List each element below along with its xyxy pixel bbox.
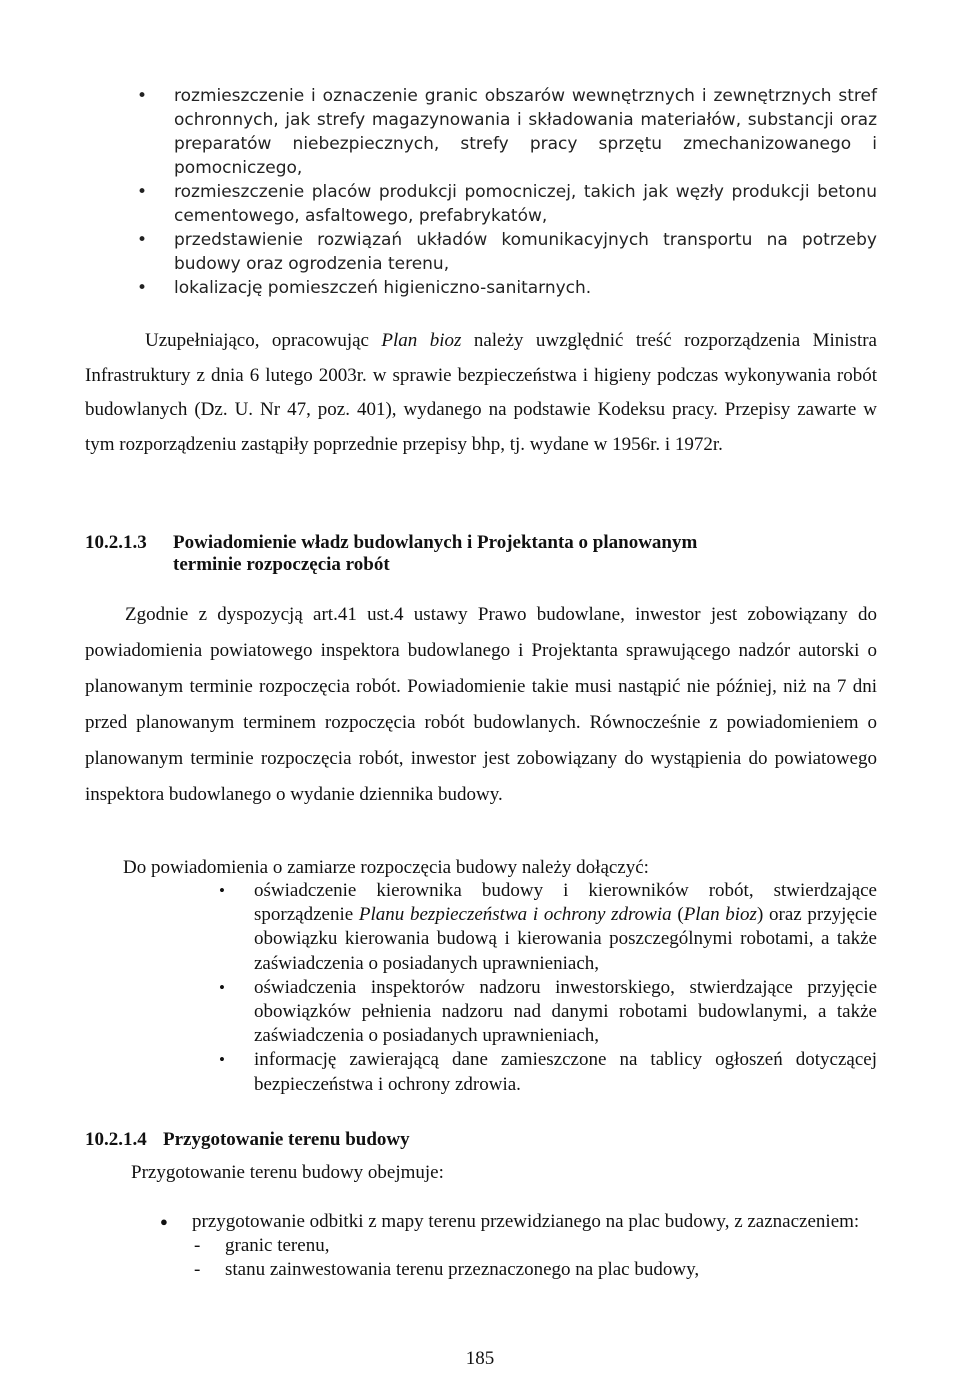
attachments-list bbox=[219, 879, 877, 1097]
page-number: 185 bbox=[465, 1348, 495, 1369]
section-title: Przygotowanie terenu budowy bbox=[163, 1129, 410, 1150]
emphasis-text: Plan bioz bbox=[683, 904, 757, 926]
list-item: • oświadczenia inspektorów nadzoru inwestorskiego, stwierdzające przyjęcie obowiązków pełnienia nadzoru nad danymi robotami budowlanymi, a także zaświadczenia o posiadanych uprawnieniach, bbox=[219, 976, 877, 1049]
list-item: • informację zawierającą dane zamieszczone na tablicy ogłoszeń dotyczącej bezpieczeństwa i ochrony zdrowia. bbox=[219, 1048, 877, 1096]
preparation-intro: Przygotowanie terenu budowy obejmuje: bbox=[131, 1162, 444, 1183]
attachments-intro: Do powiadomienia o zamiarze rozpoczęcia budowy należy dołączyć: bbox=[123, 857, 649, 878]
paragraph-text: Uzupełniająco, opracowując bbox=[145, 330, 382, 351]
sub-list-item: - granic terenu, bbox=[192, 1234, 880, 1258]
list-item: • rozmieszczenie i oznaczenie granic obszarów wewnętrznych i zewnętrznych stref ochronnych, jak strefy magazynowania i składowania materiałów, substancji oraz preparatów niebezpiecznych, strefy pracy sprzętu zmechanizowanego i pomocniczego, bbox=[137, 84, 877, 180]
list-item: • przedstawienie rozwiązań układów komunikacyjnych transportu na potrzeby budowy oraz ogrodzenia terenu, bbox=[137, 228, 877, 276]
section-title: Powiadomienie władz budowlanych i Projektanta o planowanym bbox=[173, 532, 698, 553]
list-item bbox=[160, 1210, 880, 1282]
emphasis-text: Plan bioz bbox=[381, 330, 462, 351]
emphasis-text: Planu bezpieczeństwa i ochrony zdrowia bbox=[358, 904, 672, 926]
list-item-text: przygotowanie odbitki z mapy terenu przewidzianego na plac budowy, z zaznaczeniem: bbox=[192, 1211, 860, 1232]
notification-paragraph: Zgodnie z dyspozycją art.41 ust.4 ustawy Prawo budowlane, inwestor jest zobowiązany do powiadomienia powiatowego inspektora budowlanego i Projektanta sprawującego nadzór autorski o planowanym terminie rozpoczęcia robót. Powiadomienie takie musi nastąpić nie później, niż na 7 dni przed planowanym terminem rozpoczęcia robót budowlanych. Równocześnie z powiadomieniem o planowanym terminie rozpoczęcia robót, inwestor jest zobowiązany do wystąpienia do powiatowego inspektora budowlanego o wydanie dziennika budowy. bbox=[85, 604, 877, 805]
list-item-text: ) oraz przyjęcie obowiązku kierowania budową i kierowania poszczególnymi robotami, a także zaświadczenia o posiadanych uprawnieniach, bbox=[254, 904, 878, 974]
section-heading bbox=[85, 532, 885, 576]
section-heading bbox=[85, 1129, 885, 1151]
list-item-text: ( bbox=[671, 904, 684, 926]
list-item-text: oświadczenie kierownika budowy i kierowników robót, stwierdzające sporządzenie bbox=[254, 880, 877, 926]
section-number: 10.2.1.3 bbox=[85, 532, 147, 553]
sub-list-item: - stanu zainwestowania terenu przeznaczonego na plac budowy, bbox=[192, 1258, 880, 1282]
paragraph-text: należy uwzględnić treść rozporządzenia Ministra Infrastruktury z dnia 6 lutego 2003r. w sprawie bezpieczeństwa i higieny podczas wykonywania robót budowlanych (Dz. U. Nr 47, poz. 401), wydanego na podstawie Kodeksu pracy. Przepisy zawarte w tym rozporządzeniu zastąpiły poprzednie przepisy bhp, tj. wydane w 1956r. i 1972r. bbox=[85, 330, 877, 455]
preparation-list bbox=[160, 1210, 880, 1282]
list-item: • lokalizację pomieszczeń higieniczno-sanitarnych. bbox=[137, 276, 877, 300]
list-item: • rozmieszczenie placów produkcji pomocniczej, takich jak węzły produkcji betonu cementowego, asfaltowego, prefabrykatów, bbox=[137, 180, 877, 228]
sub-list bbox=[192, 1234, 880, 1282]
section-number: 10.2.1.4 bbox=[85, 1129, 147, 1150]
section-title-continued: terminie rozpoczęcia robót bbox=[173, 554, 390, 575]
zone-requirements-list bbox=[137, 84, 877, 300]
regulation-paragraph bbox=[85, 324, 877, 462]
list-item bbox=[219, 879, 877, 976]
